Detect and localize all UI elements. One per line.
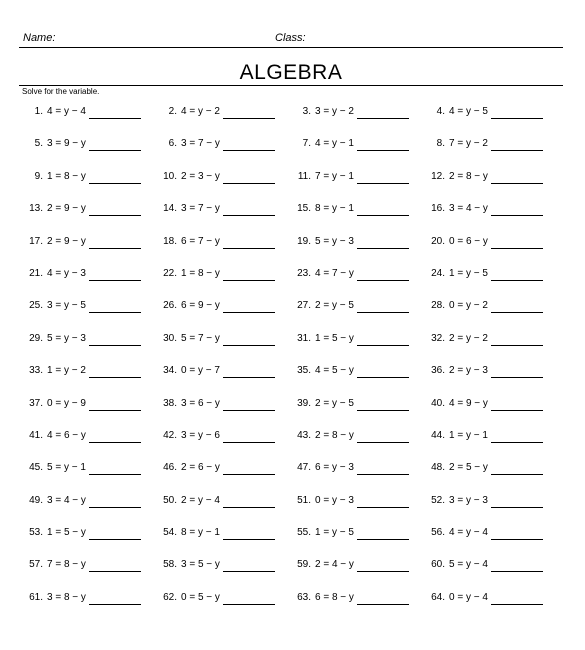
problem-equation: 1 = 8 − y bbox=[47, 170, 86, 182]
answer-blank[interactable] bbox=[491, 205, 543, 216]
problem-equation: 2 = 4 − y bbox=[315, 559, 354, 571]
problem-number: 39. bbox=[297, 397, 311, 409]
problem-number: 28. bbox=[431, 300, 445, 312]
answer-blank[interactable] bbox=[357, 561, 409, 572]
answer-blank[interactable] bbox=[89, 302, 141, 313]
problem-number: 44. bbox=[431, 429, 445, 441]
answer-blank[interactable] bbox=[491, 464, 543, 475]
answer-blank[interactable] bbox=[89, 270, 141, 281]
problem-number: 2. bbox=[168, 106, 177, 117]
answer-blank[interactable] bbox=[357, 529, 409, 540]
problem-item bbox=[421, 330, 555, 348]
problem-equation: 4 = 6 − y bbox=[47, 429, 86, 441]
problem-number: 9. bbox=[34, 170, 43, 182]
worksheet-header bbox=[19, 31, 563, 48]
answer-blank[interactable] bbox=[491, 497, 543, 508]
problem-number: 16. bbox=[431, 203, 445, 215]
problem-equation: 3 = 4 − y bbox=[449, 203, 488, 215]
problem-number: 47. bbox=[297, 462, 311, 474]
problem-equation: 2 = 6 − y bbox=[181, 462, 220, 474]
answer-blank[interactable] bbox=[357, 173, 409, 184]
answer-blank[interactable] bbox=[357, 400, 409, 411]
problem-item bbox=[287, 492, 421, 510]
problem-item bbox=[153, 492, 287, 510]
problem-item bbox=[421, 459, 555, 477]
answer-blank[interactable] bbox=[357, 108, 409, 119]
problem-item bbox=[19, 233, 153, 251]
problem-number: 23. bbox=[297, 267, 311, 279]
problem-number: 17. bbox=[29, 235, 43, 247]
problem-equation: 5 = y − 3 bbox=[47, 332, 86, 344]
problem-item bbox=[287, 200, 421, 218]
problem-number: 7. bbox=[302, 138, 311, 150]
worksheet-title: ALGEBRA bbox=[239, 61, 343, 84]
answer-blank[interactable] bbox=[357, 302, 409, 313]
answer-blank[interactable] bbox=[357, 432, 409, 443]
answer-blank[interactable] bbox=[491, 302, 543, 313]
answer-blank[interactable] bbox=[491, 335, 543, 346]
problem-equation: 3 = 8 − y bbox=[47, 591, 86, 603]
problem-item bbox=[421, 103, 555, 121]
answer-blank[interactable] bbox=[89, 367, 141, 378]
problem-equation: 2 = y − 5 bbox=[315, 397, 354, 409]
answer-blank[interactable] bbox=[89, 464, 141, 475]
problem-equation: 3 = 4 − y bbox=[47, 494, 86, 506]
problem-equation: 0 = y − 2 bbox=[449, 300, 488, 312]
problem-equation: 5 = 7 − y bbox=[181, 332, 220, 344]
problem-equation: 4 = y − 3 bbox=[47, 267, 86, 279]
answer-blank[interactable] bbox=[89, 561, 141, 572]
problem-number: 24. bbox=[431, 267, 445, 279]
problem-item bbox=[153, 200, 287, 218]
problem-number: 31. bbox=[297, 332, 311, 344]
problem-number: 30. bbox=[163, 332, 177, 344]
problem-item bbox=[19, 362, 153, 380]
problem-item bbox=[19, 168, 153, 186]
answer-blank[interactable] bbox=[89, 238, 141, 249]
problem-item bbox=[153, 395, 287, 413]
problem-item bbox=[287, 265, 421, 283]
problem-equation: 1 = y − 5 bbox=[449, 267, 488, 279]
problem-number: 43. bbox=[297, 429, 311, 441]
problem-equation: 8 = y − 1 bbox=[315, 203, 354, 215]
problem-number: 41. bbox=[29, 429, 43, 441]
problem-equation: 1 = y − 5 bbox=[315, 527, 354, 539]
problem-number: 4. bbox=[436, 106, 445, 117]
problem-equation: 3 = 9 − y bbox=[47, 138, 86, 150]
problem-item bbox=[153, 524, 287, 542]
class-label: Class: bbox=[275, 32, 306, 44]
problem-item bbox=[19, 135, 153, 153]
problem-equation: 4 = y − 4 bbox=[449, 527, 488, 539]
problem-item bbox=[287, 459, 421, 477]
problem-item bbox=[421, 135, 555, 153]
problem-item bbox=[421, 200, 555, 218]
answer-blank[interactable] bbox=[223, 529, 275, 540]
answer-blank[interactable] bbox=[89, 529, 141, 540]
name-label: Name: bbox=[23, 32, 56, 44]
problem-number: 15. bbox=[297, 203, 311, 215]
problem-number: 48. bbox=[431, 462, 445, 474]
problem-item bbox=[287, 330, 421, 348]
problem-item bbox=[153, 556, 287, 574]
problem-number: 6. bbox=[168, 138, 177, 150]
answer-blank[interactable] bbox=[89, 335, 141, 346]
problem-item bbox=[421, 297, 555, 315]
problem-item bbox=[421, 492, 555, 510]
problem-number: 57. bbox=[29, 559, 43, 571]
problem-item bbox=[19, 395, 153, 413]
problem-item bbox=[153, 233, 287, 251]
problem-equation: 2 = 3 − y bbox=[181, 170, 220, 182]
problem-number: 33. bbox=[29, 365, 43, 377]
problem-item bbox=[153, 265, 287, 283]
problem-number: 37. bbox=[29, 397, 43, 409]
problem-number: 56. bbox=[431, 527, 445, 539]
problem-equation: 2 = 9 − y bbox=[47, 235, 86, 247]
problem-number: 5. bbox=[34, 138, 43, 150]
problem-equation: 5 = y − 1 bbox=[47, 462, 86, 474]
answer-blank[interactable] bbox=[89, 594, 141, 605]
answer-blank[interactable] bbox=[223, 594, 275, 605]
problem-number: 13. bbox=[29, 203, 43, 215]
answer-blank[interactable] bbox=[357, 140, 409, 151]
problem-number: 49. bbox=[29, 494, 43, 506]
problem-number: 14. bbox=[163, 203, 177, 215]
problem-equation: 1 = y − 1 bbox=[449, 429, 488, 441]
answer-blank[interactable] bbox=[491, 367, 543, 378]
answer-blank[interactable] bbox=[357, 270, 409, 281]
answer-blank[interactable] bbox=[89, 108, 141, 119]
problem-item bbox=[287, 556, 421, 574]
problem-number: 32. bbox=[431, 332, 445, 344]
problem-item bbox=[19, 427, 153, 445]
problem-equation: 2 = 8 − y bbox=[449, 170, 488, 182]
problem-number: 27. bbox=[297, 300, 311, 312]
answer-blank[interactable] bbox=[223, 108, 275, 119]
problem-number: 55. bbox=[297, 527, 311, 539]
answer-blank[interactable] bbox=[89, 400, 141, 411]
problem-item bbox=[287, 135, 421, 153]
problem-item bbox=[287, 362, 421, 380]
problem-equation: 1 = 5 − y bbox=[47, 527, 86, 539]
answer-blank[interactable] bbox=[223, 205, 275, 216]
answer-blank[interactable] bbox=[357, 497, 409, 508]
problem-item bbox=[153, 459, 287, 477]
problem-item bbox=[153, 362, 287, 380]
problem-item bbox=[19, 492, 153, 510]
problem-number: 19. bbox=[297, 235, 311, 247]
answer-blank[interactable] bbox=[89, 205, 141, 216]
problem-equation: 4 = 5 − y bbox=[315, 365, 354, 377]
answer-blank[interactable] bbox=[223, 367, 275, 378]
problem-equation: 0 = 5 − y bbox=[181, 591, 220, 603]
problem-number: 34. bbox=[163, 365, 177, 377]
problem-item bbox=[421, 233, 555, 251]
problem-equation: 6 = 8 − y bbox=[315, 591, 354, 603]
problem-item bbox=[287, 168, 421, 186]
answer-blank[interactable] bbox=[223, 400, 275, 411]
answer-blank[interactable] bbox=[491, 529, 543, 540]
problem-number: 53. bbox=[29, 527, 43, 539]
problem-number: 40. bbox=[431, 397, 445, 409]
answer-blank[interactable] bbox=[89, 173, 141, 184]
problem-equation: 0 = 6 − y bbox=[449, 235, 488, 247]
problem-number: 11. bbox=[297, 170, 311, 182]
answer-blank[interactable] bbox=[491, 432, 543, 443]
problem-equation: 2 = 9 − y bbox=[47, 203, 86, 215]
problem-item bbox=[19, 524, 153, 542]
problem-equation: 4 = y − 1 bbox=[315, 138, 354, 150]
problem-number: 20. bbox=[431, 235, 445, 247]
answer-blank[interactable] bbox=[357, 464, 409, 475]
problem-item bbox=[421, 556, 555, 574]
problem-number: 54. bbox=[163, 527, 177, 539]
problem-item bbox=[153, 330, 287, 348]
problem-equation: 0 = y − 4 bbox=[449, 591, 488, 603]
problem-item bbox=[421, 589, 555, 607]
answer-blank[interactable] bbox=[491, 270, 543, 281]
problem-number: 21. bbox=[29, 267, 43, 279]
answer-blank[interactable] bbox=[357, 238, 409, 249]
problem-number: 61. bbox=[29, 591, 43, 603]
problem-number: 18. bbox=[163, 235, 177, 247]
answer-blank[interactable] bbox=[223, 270, 275, 281]
problem-equation: 6 = 9 − y bbox=[181, 300, 220, 312]
problem-number: 45. bbox=[29, 462, 43, 474]
answer-blank[interactable] bbox=[223, 173, 275, 184]
problem-number: 59. bbox=[297, 559, 311, 571]
problem-item bbox=[287, 297, 421, 315]
problem-item bbox=[287, 524, 421, 542]
problem-item bbox=[153, 168, 287, 186]
problem-number: 38. bbox=[163, 397, 177, 409]
problem-item bbox=[19, 265, 153, 283]
problem-equation: 0 = y − 7 bbox=[181, 365, 220, 377]
problem-number: 26. bbox=[163, 300, 177, 312]
answer-blank[interactable] bbox=[491, 561, 543, 572]
problem-number: 50. bbox=[163, 494, 177, 506]
problem-equation: 2 = y − 4 bbox=[181, 494, 220, 506]
answer-blank[interactable] bbox=[491, 108, 543, 119]
problem-equation: 6 = 7 − y bbox=[181, 235, 220, 247]
problem-equation: 7 = 8 − y bbox=[47, 559, 86, 571]
problem-grid bbox=[19, 103, 567, 621]
problem-number: 29. bbox=[29, 332, 43, 344]
problem-item bbox=[421, 395, 555, 413]
problem-item bbox=[19, 589, 153, 607]
problem-number: 8. bbox=[436, 138, 445, 150]
problem-number: 10. bbox=[163, 170, 177, 182]
problem-item bbox=[19, 459, 153, 477]
answer-blank[interactable] bbox=[223, 464, 275, 475]
answer-blank[interactable] bbox=[223, 302, 275, 313]
problem-equation: 4 = y − 4 bbox=[47, 106, 86, 117]
problem-number: 51. bbox=[297, 494, 311, 506]
answer-blank[interactable] bbox=[491, 140, 543, 151]
problem-item bbox=[19, 556, 153, 574]
problem-number: 12. bbox=[431, 170, 445, 182]
problem-number: 3. bbox=[302, 106, 311, 117]
problem-equation: 3 = 5 − y bbox=[181, 559, 220, 571]
problem-equation: 3 = 6 − y bbox=[181, 397, 220, 409]
answer-blank[interactable] bbox=[357, 205, 409, 216]
problem-equation: 1 = 8 − y bbox=[181, 267, 220, 279]
problem-equation: 4 = y − 5 bbox=[449, 106, 488, 117]
problem-item bbox=[153, 427, 287, 445]
problem-equation: 6 = y − 3 bbox=[315, 462, 354, 474]
problem-equation: 7 = y − 1 bbox=[315, 170, 354, 182]
problem-equation: 3 = y − 6 bbox=[181, 429, 220, 441]
answer-blank[interactable] bbox=[223, 140, 275, 151]
problem-equation: 2 = 5 − y bbox=[449, 462, 488, 474]
problem-number: 52. bbox=[431, 494, 445, 506]
problem-equation: 5 = y − 3 bbox=[315, 235, 354, 247]
problem-item bbox=[287, 103, 421, 121]
problem-item bbox=[421, 524, 555, 542]
problem-item bbox=[421, 168, 555, 186]
problem-item bbox=[287, 233, 421, 251]
problem-equation: 5 = y − 4 bbox=[449, 559, 488, 571]
answer-blank[interactable] bbox=[491, 400, 543, 411]
problem-equation: 3 = y − 5 bbox=[47, 300, 86, 312]
problem-item bbox=[19, 103, 153, 121]
answer-blank[interactable] bbox=[491, 173, 543, 184]
answer-blank[interactable] bbox=[357, 594, 409, 605]
problem-number: 36. bbox=[431, 365, 445, 377]
problem-equation: 3 = y − 2 bbox=[315, 106, 354, 117]
answer-blank[interactable] bbox=[89, 497, 141, 508]
problem-item bbox=[153, 297, 287, 315]
problem-equation: 3 = 7 − y bbox=[181, 138, 220, 150]
problem-number: 63. bbox=[297, 591, 311, 603]
answer-blank[interactable] bbox=[357, 367, 409, 378]
problem-equation: 2 = y − 3 bbox=[449, 365, 488, 377]
problem-equation: 3 = y − 3 bbox=[449, 494, 488, 506]
problem-item bbox=[287, 395, 421, 413]
problem-number: 22. bbox=[163, 267, 177, 279]
problem-item bbox=[19, 297, 153, 315]
answer-blank[interactable] bbox=[223, 432, 275, 443]
problem-item bbox=[287, 589, 421, 607]
problem-equation: 4 = 9 − y bbox=[449, 397, 488, 409]
instructions: Solve for the variable. bbox=[22, 87, 100, 96]
problem-item bbox=[421, 265, 555, 283]
problem-number: 62. bbox=[163, 591, 177, 603]
problem-equation: 0 = y − 3 bbox=[315, 494, 354, 506]
answer-blank[interactable] bbox=[491, 594, 543, 605]
problem-equation: 4 = 7 − y bbox=[315, 267, 354, 279]
answer-blank[interactable] bbox=[223, 238, 275, 249]
problem-number: 60. bbox=[431, 559, 445, 571]
problem-item bbox=[287, 427, 421, 445]
problem-number: 35. bbox=[297, 365, 311, 377]
answer-blank[interactable] bbox=[357, 335, 409, 346]
problem-item bbox=[421, 362, 555, 380]
problem-item bbox=[19, 200, 153, 218]
problem-item bbox=[153, 589, 287, 607]
problem-item bbox=[153, 135, 287, 153]
problem-number: 46. bbox=[163, 462, 177, 474]
problem-equation: 1 = y − 2 bbox=[47, 365, 86, 377]
answer-blank[interactable] bbox=[89, 140, 141, 151]
problem-equation: 0 = y − 9 bbox=[47, 397, 86, 409]
problem-equation: 3 = 7 − y bbox=[181, 203, 220, 215]
problem-number: 1. bbox=[34, 106, 43, 117]
problem-item bbox=[153, 103, 287, 121]
problem-item bbox=[19, 330, 153, 348]
answer-blank[interactable] bbox=[223, 335, 275, 346]
problem-equation: 8 = y − 1 bbox=[181, 527, 220, 539]
problem-number: 42. bbox=[163, 429, 177, 441]
problem-equation: 4 = y − 2 bbox=[181, 106, 220, 117]
problem-item bbox=[421, 427, 555, 445]
problem-number: 25. bbox=[29, 300, 43, 312]
problem-number: 64. bbox=[431, 591, 445, 603]
problem-equation: 1 = 5 − y bbox=[315, 332, 354, 344]
problem-equation: 2 = y − 2 bbox=[449, 332, 488, 344]
answer-blank[interactable] bbox=[223, 561, 275, 572]
answer-blank[interactable] bbox=[491, 238, 543, 249]
answer-blank[interactable] bbox=[89, 432, 141, 443]
problem-number: 58. bbox=[163, 559, 177, 571]
title-divider bbox=[19, 85, 563, 86]
answer-blank[interactable] bbox=[223, 497, 275, 508]
problem-equation: 2 = 8 − y bbox=[315, 429, 354, 441]
problem-equation: 7 = y − 2 bbox=[449, 138, 488, 150]
problem-equation: 2 = y − 5 bbox=[315, 300, 354, 312]
